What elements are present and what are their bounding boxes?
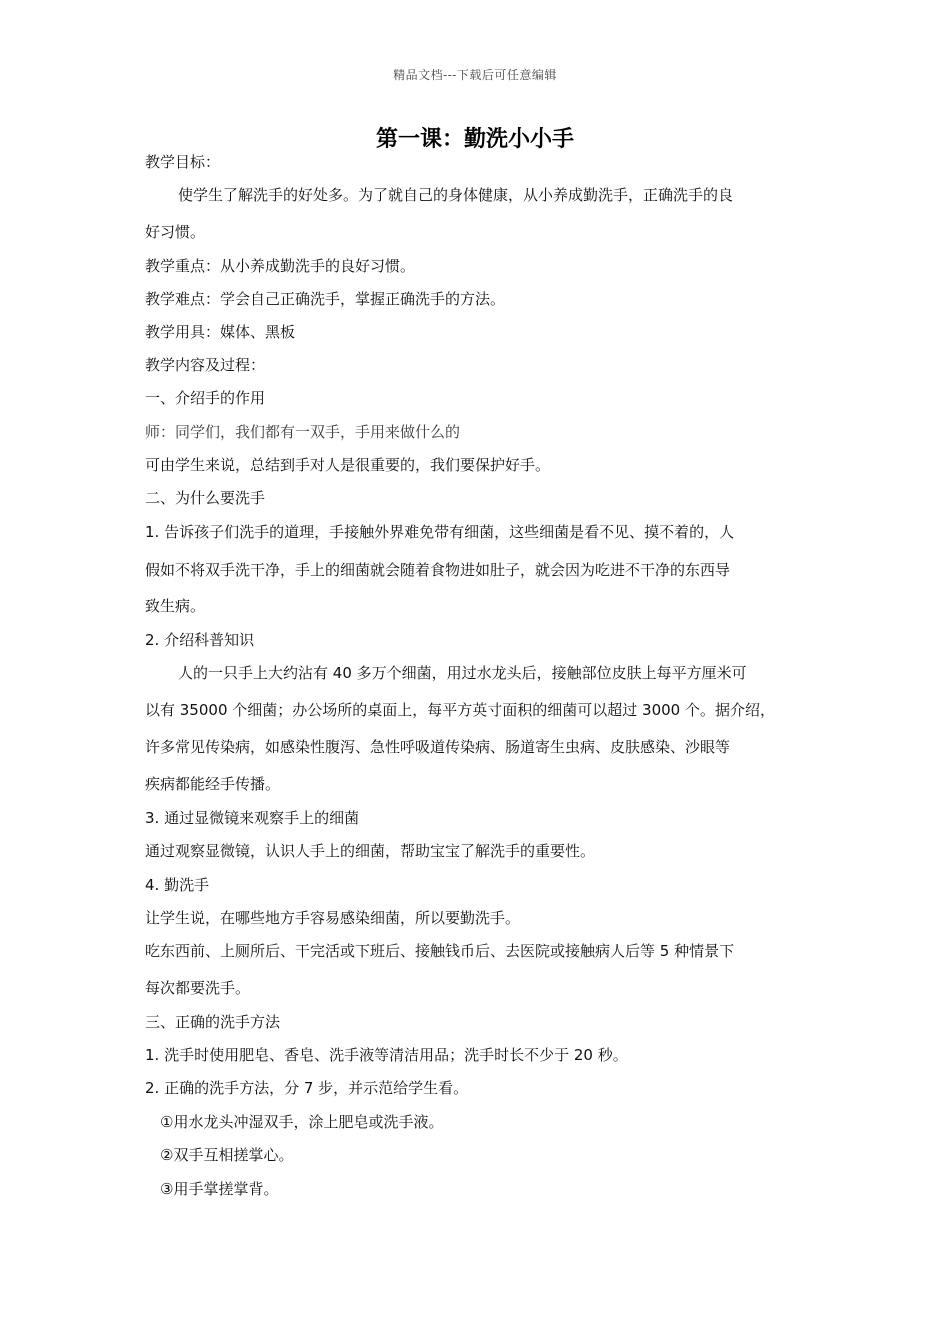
key-point-line: 教学重点：从小养成勤洗手的良好习惯。 bbox=[145, 257, 416, 275]
step-1-line: ①用水龙头冲湿双手，涂上肥皂或洗手液。 bbox=[160, 1113, 444, 1131]
item-3-1-line: 1. 洗手时使用肥皂、香皂、洗手液等清洁用品；洗手时长不少于 20 秒。 bbox=[145, 1046, 628, 1064]
objectives-heading: 教学目标： bbox=[145, 153, 221, 171]
situations-line-2: 每次都要洗手。 bbox=[145, 979, 251, 997]
item-2-1-line-1: 1. 告诉孩子们洗手的道理，手接触外界难免带有细菌，这些细菌是看不见、摸不着的，人 bbox=[145, 523, 735, 541]
section-3-heading: 三、正确的洗手方法 bbox=[145, 1013, 281, 1031]
step-3-line: ③用手掌搓掌背。 bbox=[160, 1180, 279, 1198]
item-2-1-line-2: 假如不将双手洗干净，手上的细菌就会随着食物进如肚子，就会因为吃进不干净的东西导 bbox=[145, 561, 731, 579]
section-2-heading: 二、为什么要洗手 bbox=[145, 489, 266, 507]
tools-line: 教学用具：媒体、黑板 bbox=[145, 323, 296, 341]
science-text-line-1: 人的一只手上大约沾有 40 多万个细菌，用过水龙头后，接触部位皮肤上每平方厘米可 bbox=[178, 664, 747, 682]
science-text-line-2: 以有 35000 个细菌；办公场所的桌面上，每平方英寸面积的细菌可以超过 3000 个。据介绍， bbox=[145, 701, 775, 719]
science-text-line-3: 许多常见传染病，如感染性腹泻、急性呼吸道传染病、肠道寄生虫病、皮肤感染、沙眼等 bbox=[145, 738, 731, 756]
item-2-2-heading: 2. 介绍科普知识 bbox=[145, 631, 255, 649]
student-summary-line: 可由学生来说，总结到手对人是很重要的，我们要保护好手。 bbox=[145, 456, 551, 474]
item-2-1-line-3: 致生病。 bbox=[145, 597, 206, 615]
teacher-question-line: 师：同学们，我们都有一双手，手用来做什么的 bbox=[145, 423, 461, 441]
microscope-text-line: 通过观察显微镜，认识人手上的细菌，帮助宝宝了解洗手的重要性。 bbox=[145, 842, 596, 860]
item-3-2-line: 2. 正确的洗手方法，分 7 步，并示范给学生看。 bbox=[145, 1079, 469, 1097]
difficulty-line: 教学难点：学会自己正确洗手，掌握正确洗手的方法。 bbox=[145, 290, 506, 308]
objectives-text-line-2: 好习惯。 bbox=[145, 223, 206, 241]
watermark-header: 精品文档---下载后可任意编辑 bbox=[393, 68, 557, 82]
lesson-title: 第一课：勤洗小小手 bbox=[375, 127, 574, 152]
section-1-heading: 一、介绍手的作用 bbox=[145, 389, 266, 407]
item-2-4-heading: 4. 勤洗手 bbox=[145, 876, 210, 894]
content-heading: 教学内容及过程： bbox=[145, 356, 266, 374]
item-2-3-heading: 3. 通过显微镜来观察手上的细菌 bbox=[145, 809, 360, 827]
science-text-line-4: 疾病都能经手传播。 bbox=[145, 775, 281, 793]
students-say-line: 让学生说，在哪些地方手容易感染细菌，所以要勤洗手。 bbox=[145, 909, 521, 927]
situations-line-1: 吃东西前、上厕所后、干完活或下班后、接触钱币后、去医院或接触病人后等 5 种情景下 bbox=[145, 942, 735, 960]
objectives-text-line-1: 使学生了解洗手的好处多。为了就自己的身体健康，从小养成勤洗手，正确洗手的良 bbox=[178, 186, 734, 204]
step-2-line: ②双手互相搓掌心。 bbox=[160, 1146, 294, 1164]
